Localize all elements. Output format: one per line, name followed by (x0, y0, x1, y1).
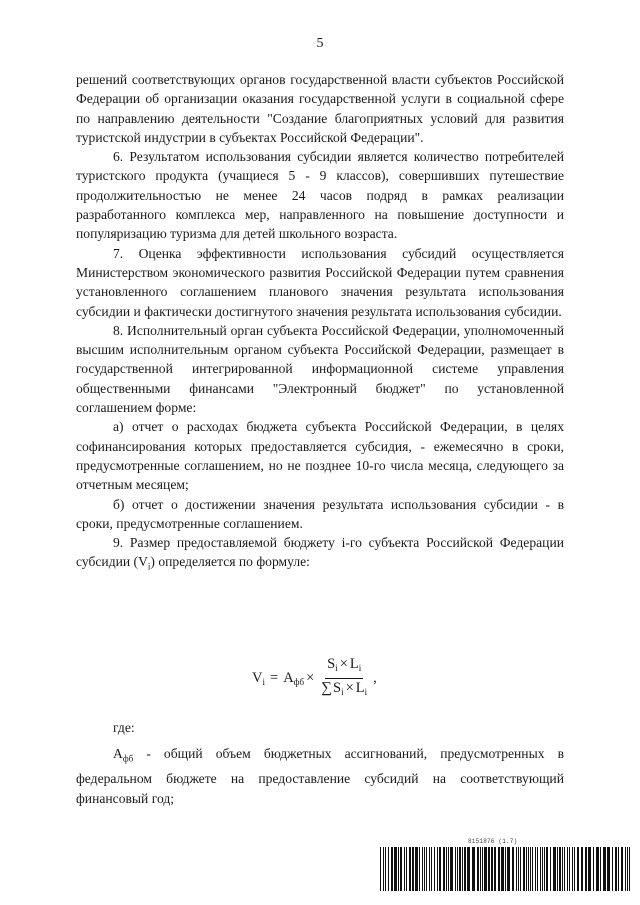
definition-a-fb: $A_{фб}$ - общий объем бюджетных ассигнований, предусмотренных в федеральном бюджете на предоставление субсидий на соответствующий финансовый год; (76, 746, 564, 806)
barcode-bar (494, 847, 496, 891)
document-barcode (380, 838, 630, 892)
barcode-bar (457, 847, 458, 891)
barcode-bar (546, 847, 548, 891)
barcode-bar (615, 847, 617, 891)
barcode-bar (498, 847, 500, 891)
paragraph-7: 7. Оценка эффективности использования субсидий осуществляется Министерством экономического развития Российской Федерации путем сравнения установленного соглашением планового значения результата использования субсидии и фактически достигнутого значения результата использования субсидии. (76, 245, 564, 319)
barcode-bar (557, 847, 558, 891)
barcode-bar (559, 847, 561, 891)
barcode-bar (603, 847, 606, 891)
barcode-bar (491, 847, 493, 891)
barcode-bar (544, 847, 545, 891)
barcode-bar (450, 847, 453, 891)
barcode-bar (596, 847, 599, 891)
where-label: где: (113, 720, 135, 735)
barcode-bar (388, 847, 389, 891)
paragraph-9-text: 9. Размер предоставляемой бюджету i-го субъекта Российской Федерации субсидии (V (76, 535, 564, 570)
barcode-bar (564, 847, 565, 891)
barcode-bar (415, 847, 418, 891)
barcode-bar (569, 847, 570, 891)
barcode-bar (455, 847, 456, 891)
barcode-bar (523, 847, 525, 891)
barcode-bar (448, 847, 449, 891)
barcode-bar (516, 847, 517, 891)
definitions-block (76, 718, 564, 808)
barcode-bar (385, 847, 386, 891)
barcode-bar (464, 847, 466, 891)
barcode-bar (512, 847, 514, 891)
barcode-bar (419, 847, 420, 891)
barcode-bar (443, 847, 445, 891)
barcode-bar (572, 847, 573, 891)
paragraph-9-subscript: i (147, 562, 151, 573)
barcode-bar (488, 847, 490, 891)
barcode-bar (426, 847, 427, 891)
barcode-bar (484, 847, 487, 891)
barcode-bar (526, 847, 527, 891)
barcode-bar (540, 847, 541, 891)
barcode-bar (398, 847, 399, 891)
barcode-bar (446, 847, 447, 891)
formula-fraction (319, 656, 369, 701)
barcode-bar (629, 847, 630, 891)
barcode-bar (518, 847, 519, 891)
paragraph-8: 8. Исполнительный орган субъекта Российской Федерации, уполномоченный высшим исполнительным органом субъекта Российской Федерации, размещает в государственной интегрированной информационной системе управления общественными финансами "Электронный бюджет" по установленной соглашением форме: (76, 322, 564, 416)
barcode-bar (581, 847, 583, 891)
barcode-bar (406, 847, 407, 891)
barcode-code: 8151876 (1.7) (468, 838, 518, 845)
barcode-bar (618, 847, 619, 891)
formula-numerator: $S_i \times L_i$ (325, 656, 363, 679)
barcode-bar (542, 847, 543, 891)
paragraph-8b: б) отчет о достижении значения результата использования субсидии - в сроки, предусмотренные соглашением. (76, 496, 564, 531)
formula-times: × (306, 669, 315, 686)
barcode-bar (480, 847, 481, 891)
barcode-bar (501, 847, 504, 891)
paragraph-9 (76, 533, 564, 577)
barcode-bar (567, 847, 568, 891)
page-number: 5 (316, 36, 324, 51)
barcode-bar (380, 847, 381, 891)
barcode-bar (409, 847, 411, 891)
formula-trailing-comma: , (373, 669, 377, 686)
barcode-bar (537, 847, 538, 891)
subsidy-formula (252, 655, 377, 698)
barcode-bar (404, 847, 405, 891)
barcode-bar (588, 847, 591, 891)
barcode-bar (574, 847, 575, 891)
barcode-bar (467, 847, 470, 891)
barcode-bar (431, 847, 432, 891)
barcode-bar (553, 847, 556, 891)
barcode-bar (562, 847, 563, 891)
barcode-icon (380, 847, 630, 891)
barcode-bar (577, 847, 579, 891)
barcode-bar (600, 847, 601, 891)
barcode-bar (507, 847, 510, 891)
formula-denominator: $\sum S_i \times L_i$ (321, 679, 368, 697)
barcode-bar (424, 847, 425, 891)
barcode-bar (472, 847, 475, 891)
barcode-bar (550, 847, 551, 891)
barcode-bar (412, 847, 414, 891)
barcode-bar (607, 847, 610, 891)
barcode-bar (477, 847, 479, 891)
document-body (76, 70, 564, 577)
barcode-bar (400, 847, 402, 891)
barcode-bar (434, 847, 435, 891)
barcode-bar (627, 847, 628, 891)
paragraph-9-tail: ) определяется по формуле: (150, 554, 310, 570)
barcode-bar (625, 847, 626, 891)
barcode-bar (530, 847, 531, 891)
barcode-bar (593, 847, 594, 891)
formula-lhs: $V_i$ (252, 669, 265, 687)
barcode-bar (528, 847, 529, 891)
formula-equals: = (270, 669, 279, 686)
paragraph-continuation: решений соответствующих органов государственной власти субъектов Российской Федерации об организации оказания государственной услуги в социальной сфере по направлению деятельности "Создание благоприятных условий для развития туристской индустрии в субъектах Российской Федерации". (76, 72, 564, 145)
barcode-bar (391, 847, 393, 891)
barcode-bar (439, 847, 441, 891)
barcode-bar (621, 847, 623, 891)
barcode-bar (429, 847, 430, 891)
barcode-bar (585, 847, 587, 891)
barcode-bar (482, 847, 483, 891)
barcode-bar (462, 847, 463, 891)
barcode-bar (505, 847, 506, 891)
barcode-bar (520, 847, 521, 891)
barcode-bar (383, 847, 384, 891)
barcode-bar (437, 847, 438, 891)
barcode-bar (612, 847, 613, 891)
paragraph-6: 6. Результатом использования субсидии является количество потребителей туристского продукта (учащиеся 5 - 9 классов), совершивших путешествие продолжительностью не менее 24 часов подряд в рамках реализации разработанного комплекса мер, направленного на повышение доступности и популяризацию туризма для детей школьного возраста. (76, 149, 564, 242)
paragraph-8a: а) отчет о расходах бюджета субъекта Российской Федерации, в целях софинансирования которых предоставляется субсидия, - ежемесячно в сроки, предусмотренные соглашением, но не позднее 10-го числа месяца, следующего за отчетным месяцем; (76, 419, 564, 493)
barcode-bar (422, 847, 423, 891)
formula-a-fb: $A_{фб}$ (283, 669, 305, 687)
barcode-bar (459, 847, 461, 891)
barcode-bar (394, 847, 397, 891)
barcode-bar (532, 847, 533, 891)
barcode-bar (535, 847, 536, 891)
